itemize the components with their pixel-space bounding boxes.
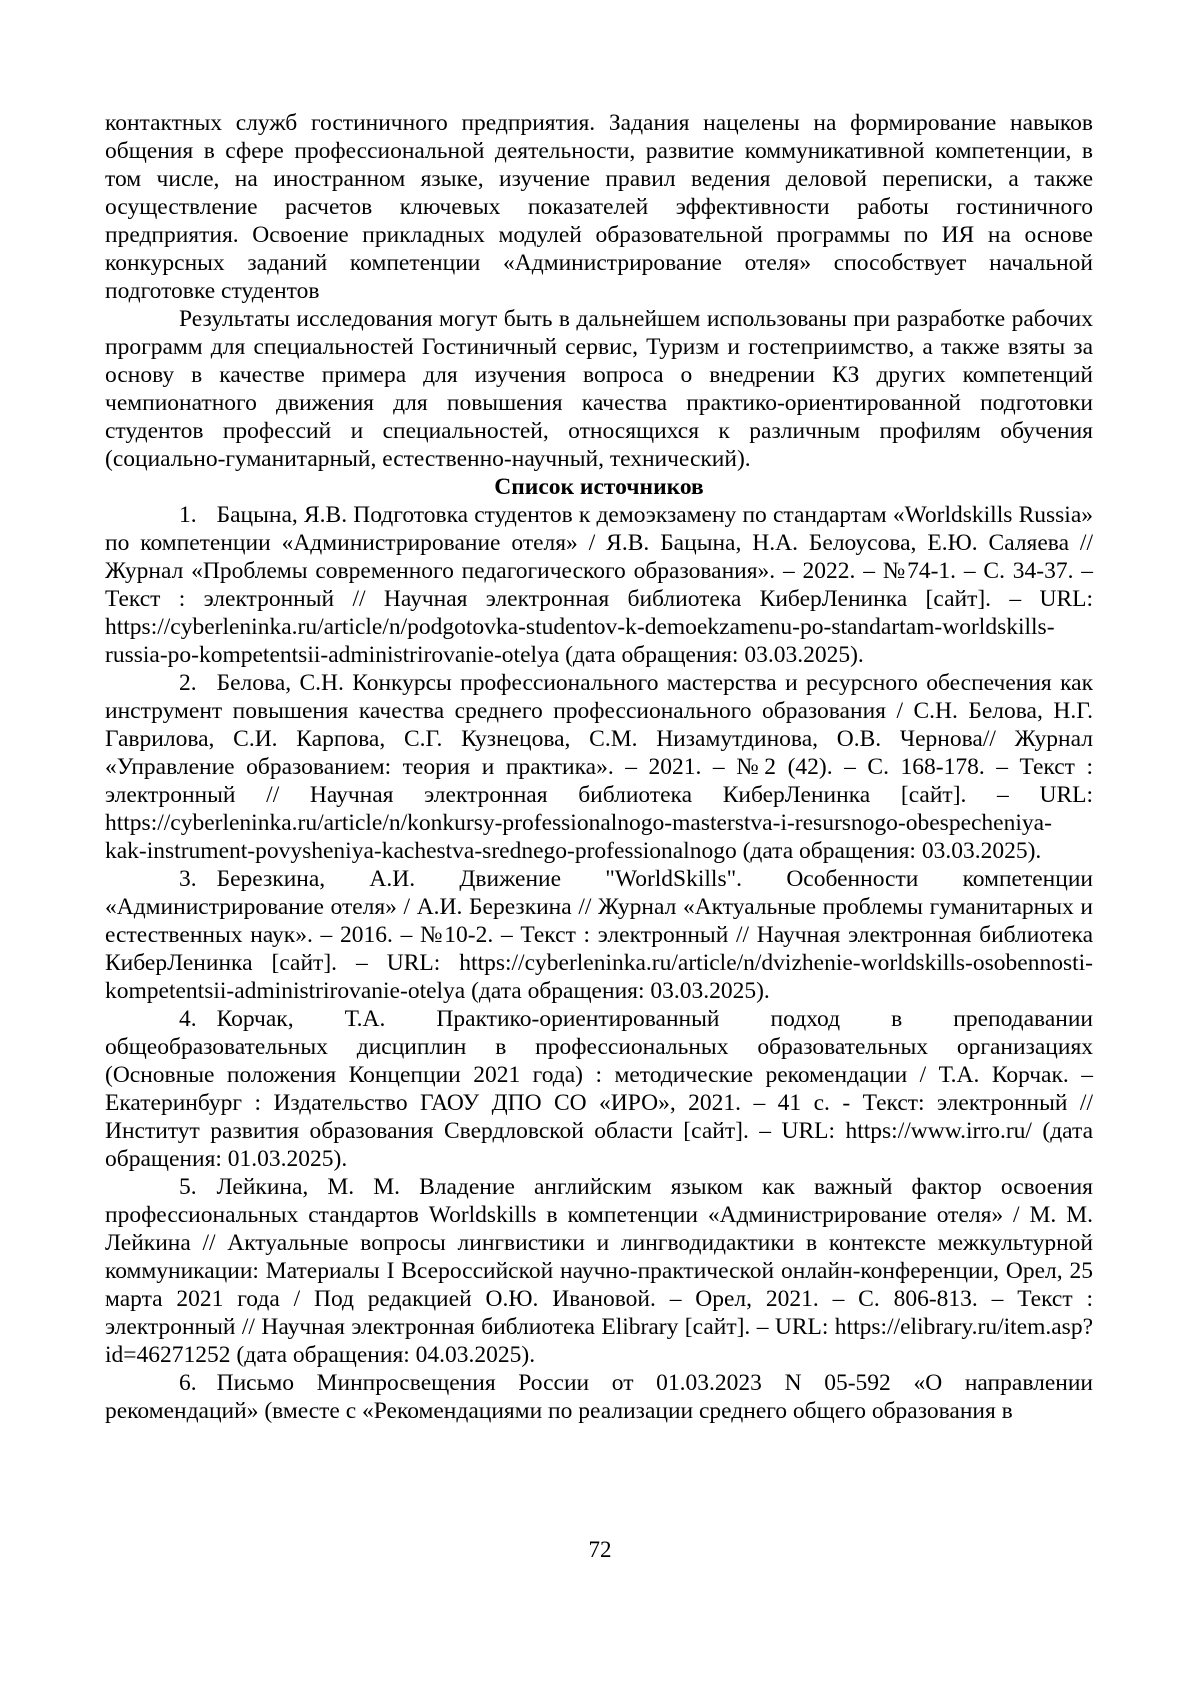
- reference-text: Корчак, Т.А. Практико-ориентированный подход в преподавании общеобразовательных дисциплин в профессиональных образовательных организациях (Основные положения Концепции 2021 года) : методические рекомендации / Т.А. Корчак. – Екатеринбург : Издательство ГАОУ ДПО СО «ИРО», 2021. – 41 с. - Текст: электронный // Институт развития образования Свердловской области [сайт]. – URL: https://www.irro.ru/ (дата обращения: 01.03.2025).: [105, 1006, 1093, 1172]
- reference-item: [105, 1369, 1093, 1425]
- reference-item: [105, 1173, 1093, 1369]
- reference-number: 1.: [179, 502, 197, 528]
- reference-number: 3.: [179, 866, 197, 892]
- reference-number: 2.: [179, 670, 197, 696]
- reference-item: [105, 1005, 1093, 1173]
- reference-text: Лейкина, М. М. Владение английским языком как важный фактор освоения профессиональных стандартов Worldskills в компетенции «Администрирование отеля» / М. М. Лейкина // Актуальные вопросы лингвистики и лингводидактики в контексте межкультурной коммуникации: Материалы I Всероссийской научно-практической онлайн-конференции, Орел, 25 марта 2021 года / Под редакцией О.Ю. Ивановой. – Орел, 2021. – С. 806-813. – Текст : электронный // Научная электронная библиотека Elibrary [сайт]. – URL: https://elibrary.ru/item.asp?id=46271252 (дата обращения: 04.03.2025).: [105, 1174, 1093, 1368]
- reference-number: 5.: [179, 1174, 197, 1200]
- reference-text: Белова, С.Н. Конкурсы профессионального мастерства и ресурсного обеспечения как инструмент повышения качества среднего профессионального образования / С.Н. Белова, Н.Г. Гаврилова, С.И. Карпова, С.Г. Кузнецова, С.М. Низамутдинова, О.В. Чернова// Журнал «Управление образованием: теория и практика». – 2021. – №2 (42). – С. 168-178. – Текст : электронный // Научная электронная библиотека КиберЛенинка [сайт]. – URL: https://cyberleninka.ru/article/n/konkursy-professionalnogo-masterstva-i-resursnogo-obespecheniya-kak-instrument-povysheniya-kachestva-srednego-professionalnogo (дата обращения: 03.03.2025).: [105, 670, 1093, 864]
- reference-item: [105, 669, 1093, 865]
- page-number: 72: [588, 1537, 612, 1562]
- paragraph-continuation: контактных служб гостиничного предприятия. Задания нацелены на формирование навыков общения в сфере профессиональной деятельности, развитие коммуникативной компетенции, в том числе, на иностранном языке, изучение правил ведения деловой переписки, а также осуществление расчетов ключевых показателей эффективности работы гостиничного предприятия. Освоение прикладных модулей образовательной программы по ИЯ на основе конкурсных заданий компетенции «Администрирование отеля» способствует начальной подготовке студентов: [105, 110, 1093, 304]
- reference-text: Бацына, Я.В. Подготовка студентов к демоэкзамену по стандартам «Worldskills Russia» по компетенции «Администрирование отеля» / Я.В. Бацына, Н.А. Белоусова, Е.Ю. Саляева // Журнал «Проблемы современного педагогического образования». – 2022. – №74-1. – С. 34-37. – Текст : электронный // Научная электронная библиотека КиберЛенинка [сайт]. – URL: https://cyberleninka.ru/article/n/podgotovka-studentov-k-demoekzamenu-po-standartam-worldskills-russia-po-kompetentsii-administrirovanie-otelya (дата обращения: 03.03.2025).: [105, 502, 1093, 668]
- reference-item: [105, 501, 1093, 669]
- page-content: [105, 109, 1093, 1425]
- reference-item: [105, 865, 1093, 1005]
- reference-number: 4.: [179, 1006, 197, 1032]
- paragraph-results: Результаты исследования могут быть в дальнейшем использованы при разработке рабочих программ для специальностей Гостиничный сервис, Туризм и гостеприимство, а также взяты за основу в качестве примера для изучения вопроса о внедрении КЗ других компетенций чемпионатного движения для повышения качества практико-ориентированной подготовки студентов профессий и специальностей, относящихся к различным профилям обучения (социально-гуманитарный, естественно-научный, технический).: [105, 306, 1093, 472]
- reference-text: Письмо Минпросвещения России от 01.03.2023 N 05-592 «О направлении рекомендаций» (вместе с «Рекомендациями по реализации среднего общего образования в: [105, 1370, 1093, 1424]
- references-heading: Список источников: [494, 474, 704, 500]
- reference-number: 6.: [179, 1370, 197, 1396]
- reference-text: Березкина, А.И. Движение "WorldSkills". Особенности компетенции «Администрирование отеля» / А.И. Березкина // Журнал «Актуальные проблемы гуманитарных и естественных наук». – 2016. – №10-2. – Текст : электронный // Научная электронная библиотека КиберЛенинка [сайт]. – URL: https://cyberleninka.ru/article/n/dvizhenie-worldskills-osobennosti-kompetentsii-administrirovanie-otelya (дата обращения: 03.03.2025).: [105, 866, 1093, 1004]
